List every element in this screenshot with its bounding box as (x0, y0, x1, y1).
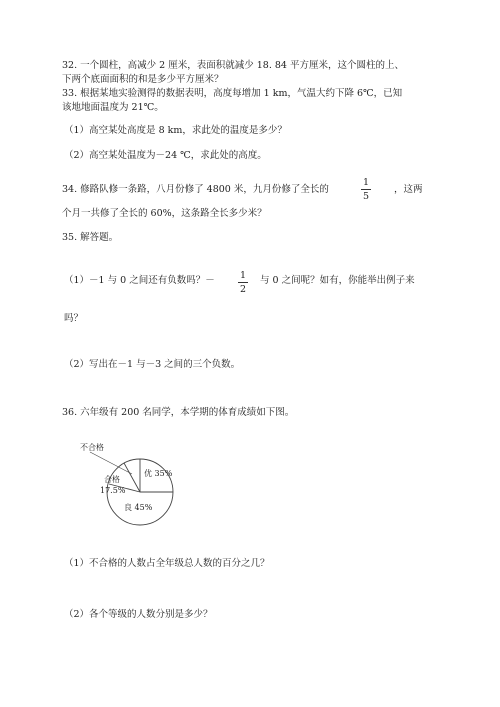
q33-line-2: 该地地面温度为 21℃。 (62, 102, 164, 113)
q32-line-2: 下两个底面面积的和是多少平方厘米？ (62, 74, 224, 85)
q36-sub-1: （1）不合格的人数占全年级总人数的百分之几？ (64, 558, 270, 569)
label-excellent: 优 35% (144, 469, 173, 478)
pie-chart (72, 438, 192, 528)
fraction-numerator: 1 (362, 177, 370, 188)
fraction-bar (238, 282, 248, 283)
q34-line-1a: 34. 修路队修一条路，八月份修了 4800 米，九月份修了全长的 (62, 184, 329, 195)
q33-sub-2: （2）高空某处温度为－24 ℃，求此处的高度。 (64, 150, 267, 161)
q32-line-1: 32. 一个圆柱，高减少 2 厘米，表面积就减少 18. 84 平方厘米，这个圆柱的上、 (62, 60, 404, 71)
q34-line-1b: ，这两 (394, 184, 423, 195)
label-pass-value: 17.5% (100, 486, 126, 495)
q35-sub-2: （2）写出在－1 与－3 之间的三个负数。 (64, 359, 241, 370)
q35-sub-1a: （1）－1 与 0 之间还有负数吗？－ (64, 275, 215, 286)
label-fail: 不合格 (80, 443, 104, 452)
label-pass-name: 合格 (104, 475, 120, 484)
fraction-denominator: 2 (239, 284, 247, 295)
q34-line-2: 个月一共修了全长的 60%，这条路全长多少米？ (62, 208, 267, 219)
q33-sub-1: （1）高空某处高度是 8 km，求此处的温度是多少？ (64, 125, 287, 136)
q35-sub-1c: 吗？ (64, 313, 84, 324)
q36-sub-2: （2）各个等级的人数分别是多少？ (64, 609, 213, 620)
q33-line-1: 33. 根据某地实验测得的数据表明，高度每增加 1 km，气温大约下降 6℃，已知 (62, 88, 403, 99)
fraction-denominator: 5 (362, 191, 370, 202)
q36-title: 36. 六年级有 200 名同学，本学期的体育成绩如下图。 (62, 407, 295, 418)
fraction-one-fifth (359, 177, 373, 202)
fraction-numerator: 1 (239, 270, 247, 281)
q35-sub-1b: 与 0 之间呢？如有，你能举出例子来 (260, 275, 415, 286)
label-good: 良 45% (124, 503, 153, 512)
fraction-bar (361, 189, 371, 190)
fraction-one-half (236, 270, 250, 295)
q35-title: 35. 解答题。 (62, 232, 119, 243)
